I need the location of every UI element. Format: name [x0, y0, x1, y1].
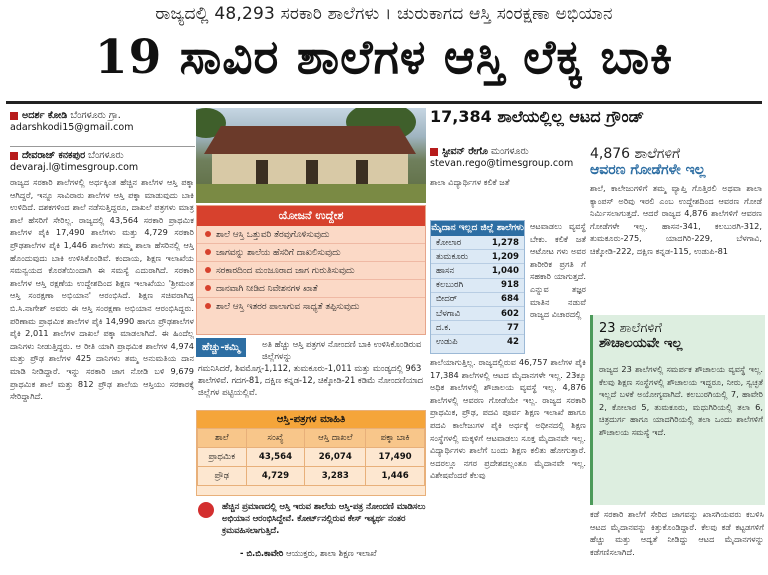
list-item: [431, 279, 524, 293]
signature-name: - ಬಿ.ಬಿ.ಕಾವೇರಿ: [240, 548, 284, 558]
district-name: ಹಾಸನ: [436, 265, 455, 276]
wall-body: ಶಾಲೆ, ಕಾಲೇಜುಗಳಿಗೆ ತಮ್ಮ ವ್ಯಾಪ್ತಿ ಗೊತ್ತಿರಲಿ ಅಥವಾ ಶಾಲಾ ಕ್ಯಾಂಪಸ್ ಅರಿವು ಇರಲಿ ಎಂಬ ಉದ್ದೇಶದಿಂದ ಆವರಣ ಗೋಡೆ ನಿರ್ಮಿಸಲಾಗುತ್ತದೆ. ಆದರೆ ರಾಜ್ಯದ 4,876 ಶಾಲೆಗಳಿಗೆ ಆವರಣ ಗೋಡೆಗಳೇ ಇಲ್ಲ. ಹಾಸನ-341, ಕಲಬುರಗಿ-312, ತುಮಕೂರು-275, ಯಾದಗಿರಿ-229, ಬೆಳಗಾವಿ, ಚಿಕ್ಕೋಡಿ-222, ದಕ್ಷಿಣ ಕನ್ನಡ-115, ಉಡುಪಿ-81: [590, 183, 762, 256]
district-count: 42: [507, 336, 519, 347]
byline-2-name: ದೇವರಾಜ್ ಕನಕಪುರ: [22, 150, 86, 161]
table-header: ಶಾಲೆ: [198, 429, 247, 448]
list-item: [431, 236, 524, 250]
table-cell: ಪ್ರೌಢ: [198, 467, 247, 486]
table-header: ಪಕ್ಕಾ ಬಾಕಿ: [366, 429, 425, 448]
mid-body-side: ಆಟವಾಡಲು ವ್ಯವಸ್ಥೆ ಬೇಕು. ಕಲಿಕೆ ಜತೆ ಆಟೋಟ ಗಳು ಅವರ ಶಾರೀರಿಕ ಪ್ರಗತಿ ಗೆ ಸಹಕಾರಿ ಯಾಗುತ್ತದೆ. ಎನ್ನುವ ತಜ್ಞರ ಮಾತಿನ ನಡುವೆ ರಾಜ್ಯದ ವಿಚಾರದಲ್ಲಿ: [530, 221, 586, 320]
table-cell: 3,283: [305, 467, 366, 486]
toilet-headline: [599, 321, 764, 351]
table-cell: ಪ್ರಾಥಮಿಕ: [198, 448, 247, 467]
header-rule: [6, 101, 762, 104]
bullet-icon: [205, 231, 211, 237]
byline-2: [10, 150, 138, 174]
col1-body: ರಾಜ್ಯದ ಸರಕಾರಿ ಶಾಲೆಗಳಲ್ಲಿ ಅರ್ಧಕ್ಕಿಂತ ಹೆಚ್ಚಿನ ಶಾಲೆಗಳ ಆಸ್ತಿ ಪಕ್ಕಾ ಆಗಿದ್ದರೆ, ಇನ್ನೂ ಸಾವಿರಾರು ಶಾಲೆಗಳ ಆಸ್ತಿ ಪಕ್ಕಾ ಮಾಡುವುದು ಬಾಕಿ ಉಳಿದಿದೆ. ದಶಕಗಳಿಂದ ಶಾಲೆ ನಡೆಸುತ್ತಿದ್ದರೂ, ದಾಖಲೆ ಪತ್ರಗಳು ಮಾತ್ರ ಶಾಲೆ ಹೆಸರಿಗೆ ಸೇರಿಲ್ಲ. ರಾಜ್ಯದಲ್ಲಿ 43,564 ಸರಕಾರಿ ಪ್ರಾಥಮಿಕ ಶಾಲೆಗಳ ಪೈಕಿ 17,490 ಶಾಲೆಗಳು ಮತ್ತು 4,729 ಸರಕಾರಿ ಪ್ರೌಢಶಾಲೆಗಳ ಪೈಕಿ 1,446 ಶಾಲೆಗಳು ತಮ್ಮ ಶಾಲಾ ಹೆಸರಿನಲ್ಲಿ ಆಸ್ತಿ ಹೊಂದುವುದು ಬಾಕಿ ಉಳಿಸಿಕೊಂಡಿವೆ. ಕಂದಾಯ, ಶಿಕ್ಷಣ ಇಲಾಖೆಯ ಸಮನ್ವಯದ ಕೊರತೆಯಿಂದಾಗಿ ಈ ಸಮಸ್ಯೆ ಎದುರಾಗಿದೆ. ಸರಕಾರಿ ಶಾಲೆಗಳ ಆಸ್ತಿ ರಕ್ಷಣೆಯ ಉದ್ದೇಶದಿಂದ ಶಿಕ್ಷಣ ಇಲಾಖೆಯು 'ಶ್ರೀಮಂತ ಆಸ್ತಿ ಸಂರಕ್ಷಣಾ ಅಭಿಯಾನ' ಆರಂಭಿಸಿದೆ. ಶಿಕ್ಷಣ ಸಚಿವರಾಗಿದ್ದ ಬಿ.ಸಿ.ನಾಗೇಶ್ ಅವರು ಈ ಆಸ್ತಿ ಸಂರಕ್ಷಣಾ ಅಭಿಯಾನ ಆರಂಭಿಸಿದ್ದರು. ಪರಿಣಾಮ ಪ್ರಾಥಮಿಕ ಶಾಲೆಗಳ ಪೈಕಿ 14,990 ಹಾಗೂ ಪ್ರೌಢಶಾಲೆಗಳ ಪೈಕಿ 2,011 ಶಾಲೆಗಳ ದಾಖಲೆ ಪಕ್ಕಾ ಮಾಡಲಾಗಿದೆ. ಈ ಹಿಂದೆಲ್ಲ ದಾನಿಗಳು ನೀಡುತ್ತಿದ್ದರು. ಆ ರೀತಿ ಯಾಗಿ ಪ್ರಾಥಮಿಕ ಶಾಲೆಗಳ 4,974 ಮತ್ತು ಪ್ರೌಢ ಶಾಲೆಗಳ 425 ದಾನಿಗಳು ತಮ್ಮ ಅನುಮತಿಯ ದಾನ ಮಾಡಿ ನೀಡಿದ್ದಾರೆ. ಇನ್ನು ಸರಕಾರಿ ಜಾಗ ನೋಡಿ ಬಳಿ 9,679 ಪ್ರಾಥಮಿಕ ಶಾಲೆ ಮತ್ತು 812 ಪ್ರೌಢ ಶಾಲೆಯ ಆಸ್ತಿಯು ಸರಕಾರಕ್ಕೆ ಸೇರಿದ್ದಾಗಿದೆ.: [10, 177, 194, 402]
district-name: ತುಮಕೂರು: [436, 251, 469, 262]
bullet-icon: [205, 249, 211, 255]
objective-text: ಸರಕಾರದಿಂದ ಮಂಜೂರಾದ ಜಾಗ ಗುರುತಿಸುವುದು: [216, 266, 355, 276]
mid-byline-place: ಮಂಗಳೂರು: [490, 146, 529, 157]
maidan-title: ಮೈದಾನ ಇಲ್ಲದ ಜಿಲ್ಲೆ ಶಾಲೆಗಳು: [431, 221, 524, 236]
byline-1-name: ಅದರ್ಶ ಕೋಡಿ: [22, 110, 68, 121]
table-header: ಆಸ್ತಿ ದಾಖಲೆ: [305, 429, 366, 448]
byline-2-place: ಬೆಂಗಳೂರು: [88, 150, 124, 161]
wall-headline: [590, 146, 765, 178]
list-item: [431, 293, 524, 307]
mid-byline-name: ಸ್ಟೀವನ್ ರೇಗೊ: [442, 146, 488, 157]
signature-role: ಆಯುಕ್ತರು, ಶಾಲಾ ಶಿಕ್ಷಣ ಇಲಾಖೆ: [285, 548, 377, 558]
objective-text: ಶಾಲೆ ಆಸ್ತಿ ಒತ್ತುವರಿ ತೆರವುಗೊಳಿಸುವುದು: [216, 230, 330, 240]
toilet-body: ರಾಜ್ಯದ 23 ಶಾಲೆಗಳಲ್ಲಿ ಸಮರ್ಪಕ ಶೌಚಾಲಯ ವ್ಯವಸ್ಥೆ ಇಲ್ಲ. ಕೆಲವು ಶಿಕ್ಷಣ ಸಂಸ್ಥೆಗಳಲ್ಲಿ ಶೌಚಾಲಯ ಇದ್ದರೂ, ನೀರು, ಸ್ವಚ್ಛತೆ ಇಲ್ಲದೆ ಬಳಕೆ ಅಯೋಗ್ಯವಾಗಿದೆ. ಕಲಬುರಗಿಯಲ್ಲಿ 7, ಹಾವೇರಿ 2, ಕೋಲಾರ 5, ತುಮಕೂರು, ಮಧುಗಿರಿಯಲ್ಲಿ ತಲಾ 6, ಚಿತ್ರದುರ್ಗ ಹಾಗೂ ಯಾದಗಿರಿಯಲ್ಲಿ ತಲಾ ಒಂದು ಶಾಲೆಗಳಿಗೆ ಶೌಚಾಲಯ ಸಮಸ್ಯೆ ಇದೆ.: [599, 364, 763, 437]
wall-headline-text: ಆವರಣ ಗೋಡೆಗಳೇ ಇಲ್ಲ: [590, 162, 706, 178]
byline-separator: [10, 146, 195, 147]
list-item: [431, 335, 524, 348]
kicker: ರಾಜ್ಯದಲ್ಲಿ 48,293 ಸರಕಾರಿ ಶಾಲೆಗಳು । ಚುರುಕಾಗದ ಆಸ್ತಿ ಸಂರಕ್ಷಣಾ ಅಭಿಯಾನ: [155, 4, 613, 24]
table-cell: 17,490: [366, 448, 425, 467]
district-count: 1,040: [491, 265, 519, 276]
mid-headline: 17,384 ಶಾಲೆಯಲ್ಲಿಲ್ಲ ಆಟದ ಗ್ರೌಂಡ್: [430, 107, 644, 126]
district-count: 1,209: [491, 251, 519, 262]
objective-item: [197, 298, 425, 315]
byline-1-place: ಬೆಂಗಳೂರು ಗ್ರಾ.: [70, 110, 121, 121]
district-count: 77: [507, 322, 519, 333]
list-item: [431, 307, 524, 321]
table-row: [198, 467, 425, 486]
district-name: ಬೆಳಗಾವಿ: [436, 308, 461, 319]
mid-byline: [430, 146, 573, 170]
district-count: 602: [501, 308, 519, 319]
objective-item: [197, 280, 425, 298]
quote-text: ಹೆಚ್ಚಿನ ಪ್ರಮಾಣದಲ್ಲಿ ಆಸ್ತಿ ಇರುವ ಶಾಲೆಯ ಆಸ್ತಿ-ಪತ್ರ ನೋಂದಣಿ ಮಾಡಿಸಲು ಅಭಿಯಾನ ಆರಂಭಿಸಿದ್ದೇವೆ. ಕೋರ್ಟ್‌ನಲ್ಲಿರುವ ಕೇಸ್ ಇತ್ಯರ್ಥ ನಂತರ ಕ್ರಮವಹಿಸಲಾಗುತ್ತಿದೆ.: [222, 501, 426, 535]
objective-text: ಜಾಗವನ್ನು ಶಾಲೆಯ ಹೆಸರಿಗೆ ದಾಖಲಿಸುವುದು: [216, 248, 341, 258]
bullet-icon: [205, 303, 211, 309]
objectives-title: ಯೋಜನೆ ಉದ್ದೇಶ: [197, 206, 425, 226]
objective-text: ಶಾಲೆ ಆಸ್ತಿ ಇತರರ ಪಾಲಾಗುವ ಸಾಧ್ಯತೆ ತಪ್ಪಿಸುವುದು: [216, 302, 360, 312]
more-less-tag: ಹೆಚ್ಚು-ಕಮ್ಮಿ: [196, 338, 246, 357]
more-less-text-1: ಅತಿ ಹೆಚ್ಚು ಆಸ್ತಿ ಪತ್ರಗಳ ನೋಂದಣಿ ಬಾಕಿ ಉಳಿಸಿಕೊಂಡಿರುವ ಜಿಲ್ಲೆಗಳನ್ನು: [262, 339, 422, 361]
table-row: [198, 448, 425, 467]
list-item: [431, 264, 524, 278]
mid-body-main: ಶಾಲೆಯಾಗುತ್ತಿಲ್ಲ. ರಾಜ್ಯದಲ್ಲಿರುವ 46,757 ಶಾಲೆಗಳ ಪೈಕಿ 17,384 ಶಾಲೆಗಳಲ್ಲಿ ಆಟದ ಮೈದಾನಗಳೇ ಇಲ್ಲ. 23ಕ್ಕೂ ಅಧಿಕ ಶಾಲೆಗಳಲ್ಲಿ ಶೌಚಾಲಯ ವ್ಯವಸ್ಥೆ ಇಲ್ಲ. 4,876 ಶಾಲೆಗಳಲ್ಲಿ ಆವರಣ ಗೋಡೆಯೇ ಇಲ್ಲ. ರಾಜ್ಯದ ಸರಕಾರಿ ಪ್ರಾಥಮಿಕ, ಪ್ರೌಢ, ಪದವಿ ಪೂರ್ವ ಶಿಕ್ಷಣ ಇಲಾಖೆ ಹಾಗೂ ಪದವಿ ಕಾಲೇಜುಗಳ ಪೈಕಿ ಅರ್ಧಕ್ಕೆ ಅಧೀನದಲ್ಲಿ ಶಿಕ್ಷಣ ಸಂಸ್ಥೆಗಳಲ್ಲಿ ಮಕ್ಕಳಿಗೆ ಆಟವಾಡಲು ಸೂಕ್ತ ಮೈದಾನವೇ ಇಲ್ಲ. ವಿದ್ಯಾರ್ಥಿಗಳು ಶಾಲೆಗೆ ಬಂದು ಶಿಕ್ಷಣ ಕಲಿತು ಹೋಗುತ್ತಾರೆ. ಅದರಲ್ಲೂ ನಗರ ಪ್ರದೇಶದಲ್ಲಂತೂ ಮೈದಾನವೇ ಇಲ್ಲ. ವಿಶೇಷವೆಂದರೆ ಕೆಲವು: [430, 357, 586, 481]
door-shape: [356, 160, 368, 184]
wall-headline-count: 4,876 ಶಾಲೆಗಳಿಗೆ: [590, 146, 681, 162]
property-title: ಆಸ್ತಿ-ಪತ್ರಗಳ ಮಾಹಿತಿ: [197, 411, 425, 428]
district-count: 1,278: [491, 237, 519, 248]
toilet-box: [590, 315, 765, 505]
byline-marker-icon: [10, 152, 18, 160]
property-box: [196, 410, 426, 496]
quote-signature: [240, 548, 430, 559]
district-name: ಬೀದರ್: [436, 294, 458, 305]
toilet-headline-text: ಶೌಚಾಲಯವೇ ಇಲ್ಲ: [599, 336, 683, 351]
objective-item: [197, 244, 425, 262]
maidan-box: [430, 220, 525, 354]
district-name: ಕಲಬುರಗಿ: [436, 280, 464, 291]
byline-1: [10, 110, 133, 134]
mid-byline-email[interactable]: stevan.rego@timesgroup.com: [430, 158, 574, 169]
property-table: [197, 428, 425, 486]
mid-body-top: ಶಾಲಾ ವಿದ್ಯಾರ್ಥಿಗಳ ಕಲಿಕೆ ಜತೆ: [430, 177, 510, 187]
headline: 19 ಸಾವಿರ ಶಾಲೆಗಳ ಆಸ್ತಿ ಲೆಕ್ಕ ಬಾಕಿ: [94, 30, 674, 85]
table-header-row: [198, 429, 425, 448]
district-name: ಉಡುಪಿ: [436, 336, 458, 347]
byline-marker-icon: [430, 148, 438, 156]
table-header: ಸಂಖ್ಯೆ: [246, 429, 305, 448]
district-count: 918: [501, 280, 519, 291]
table-cell: 43,564: [246, 448, 305, 467]
ground-shape: [196, 184, 426, 203]
byline-1-email[interactable]: adarshkodi15@gmail.com: [10, 122, 134, 133]
list-item: [431, 250, 524, 264]
quote-marker-icon: [198, 502, 214, 518]
table-cell: 1,446: [366, 467, 425, 486]
objectives-box: [196, 205, 426, 335]
more-less-text-2: ಗಮನಿಸಿದರೆ, ಶಿವಮೊಗ್ಗ-1,112, ತುಮಕೂರು-1,011 ಮತ್ತು ಮಂಡ್ಯದಲ್ಲಿ 963 ಶಾಲೆಗಳಿವೆ. ಗದಗ-81, ದಕ್ಷಿಣ ಕನ್ನಡ-12, ಚಿಕ್ಕೋಡಿ-21 ಕಡಿಮೆ ನೋಂದಣಿಯಾದ ಜಿಲ್ಲೆಗಳ ಪಟ್ಟಿಯಲ್ಲಿವೆ.: [198, 363, 424, 397]
district-name: ದ.ಕ.: [436, 322, 451, 333]
byline-2-email[interactable]: devaraj.l@timesgroup.com: [10, 162, 139, 173]
table-cell: 26,074: [305, 448, 366, 467]
bullet-icon: [205, 285, 211, 291]
table-cell: 4,729: [246, 467, 305, 486]
toilet-tail: ಕಡೆ ಸರಕಾರಿ ಶಾಲೆಗೆ ಸೇರಿದ ಜಾಗವನ್ನು ಖಾಸಗಿಯವರು ಕಬಳಿಸಿ ಆಟದ ಮೈದಾನವನ್ನು ಕಿತ್ತುಕೊಂಡಿದ್ದಾರೆ. ಕೆಲವು ಕಡೆ ಕಟ್ಟಡಗಳಿಗೆ ಹೆಚ್ಚು ಮತ್ತು ಆದ್ಯತೆ ನೀಡಿದ್ದು ಆಟದ ಮೈದಾನಗಳನ್ನು ಕಡೆಗಣಿಸಲಾಗಿದೆ.: [590, 509, 764, 557]
door-shape: [306, 160, 318, 184]
school-photo: [196, 108, 426, 203]
objective-text: ದಾನವಾಗಿ ನೀಡಿದ ನಿವೇಶನಗಳ ಖಾತೆ: [216, 284, 318, 294]
roof-shape: [204, 126, 416, 154]
toilet-headline-count: 23 ಶಾಲೆಗಳಿಗೆ: [599, 321, 663, 336]
objective-item: [197, 226, 425, 244]
district-name: ಕೋಲಾರ: [436, 237, 462, 248]
district-count: 684: [501, 294, 519, 305]
objective-item: [197, 262, 425, 280]
bullet-icon: [205, 267, 211, 273]
door-shape: [256, 160, 268, 184]
list-item: [431, 321, 524, 335]
byline-marker-icon: [10, 112, 18, 120]
